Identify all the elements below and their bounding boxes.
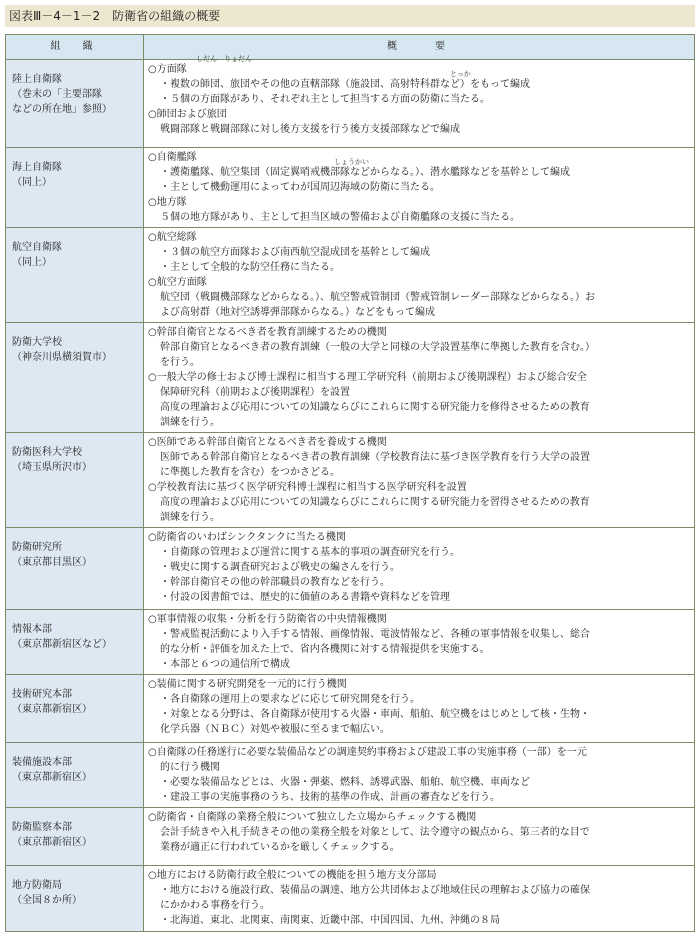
- organization-name: 陸上自衛隊: [12, 74, 62, 85]
- overview-line: [148, 107, 691, 122]
- overview-line: [148, 825, 691, 840]
- organization-cell: [6, 528, 144, 610]
- overview-text: ○航空方面隊: [148, 277, 207, 288]
- overview-line: [148, 450, 691, 465]
- organization-cell: [6, 228, 144, 323]
- overview-text: ○自衛艦隊: [148, 152, 197, 163]
- table-row: [6, 148, 695, 228]
- overview-text: ○地方隊: [148, 197, 187, 208]
- table-row: [6, 528, 695, 610]
- overview-line: [148, 180, 691, 195]
- organization-name: 技術研究本部: [12, 689, 72, 700]
- organization-name: 防衛医科大学校: [12, 447, 82, 458]
- overview-line: [148, 340, 691, 355]
- overview-text: ・自衛隊の管理および運営に関する基本的事項の調査研究を行う。: [160, 547, 460, 558]
- overview-text: 航空団（戦闘機部隊などからなる。）、航空警戒管制団（警戒管制レーダー部隊などからなる。）お: [160, 292, 595, 303]
- organization-name: 防衛監察本部: [12, 822, 72, 833]
- overview-text: 訓練を行う。: [160, 417, 220, 428]
- overview-cell: [144, 148, 695, 228]
- overview-line: [148, 290, 691, 305]
- organization-cell: [6, 808, 144, 866]
- overview-text: ・建設工事の実施事務のうち、技術的基準の作成、計画の審査などを行う。: [160, 792, 500, 803]
- overview-text: ・３個の航空方面隊および南西航空混成団を基幹として編成: [160, 247, 430, 258]
- organization-name: 防衛研究所: [12, 542, 62, 553]
- organization-name: 情報本部: [12, 624, 52, 635]
- overview-line: [148, 158, 691, 180]
- overview-line: [148, 790, 691, 805]
- overview-text: ・北海道、東北、北関東、南関東、近畿中部、中国四国、九州、沖縄の８局: [160, 915, 500, 926]
- overview-line: [148, 545, 691, 560]
- table-row: [6, 808, 695, 866]
- header-overview: 概 要: [144, 35, 695, 60]
- organization-location: （東京都目黒区）: [12, 557, 92, 568]
- organization-cell: [6, 610, 144, 675]
- overview-line: [148, 722, 691, 737]
- overview-line: [148, 868, 691, 883]
- overview-text: ○医師である幹部自衛官となるべき者を養成する機関: [148, 437, 387, 448]
- overview-text: ・必要な装備品などとは、火器・弾薬、燃料、誘導武器、船舶、航空機、車両など: [160, 777, 530, 788]
- overview-line: [148, 150, 691, 165]
- overview-line: [148, 325, 691, 340]
- overview-text: ○航空総隊: [148, 232, 197, 243]
- overview-line: [148, 707, 691, 722]
- overview-text: よび高射群（地対空誘導弾部隊からなる。）などをもって編成: [160, 307, 435, 318]
- overview-line: [148, 775, 691, 790]
- organization-cell: [6, 323, 144, 433]
- overview-line: [148, 400, 691, 415]
- organization-cell: [6, 675, 144, 743]
- overview-cell: [144, 55, 695, 148]
- overview-cell: [144, 228, 695, 323]
- table-row: [6, 610, 695, 675]
- table-row: [6, 743, 695, 808]
- overview-line: [148, 465, 691, 480]
- overview-text: ・警戒監視活動により入手する情報、画像情報、電波情報など、各種の軍事情報を収集し、総合: [160, 629, 590, 640]
- overview-text: 化学兵器（ＮＢＣ）対処や被服に至るまで幅広い。: [160, 724, 390, 735]
- organization-location: （東京都新宿区など）: [12, 639, 112, 650]
- organization-location: （巻末の「主要部隊: [12, 89, 102, 100]
- overview-text: ５個の地方隊があり、主として担当区域の警備および自衛艦隊の支援に当たる。: [160, 212, 520, 223]
- table-row: [6, 323, 695, 433]
- overview-line: [148, 810, 691, 825]
- organization-location: （同上）: [12, 257, 52, 268]
- table-row: [6, 675, 695, 743]
- overview-text: ○自衛隊の任務遂行に必要な装備品などの調達契約事務および建設工事の実施事務（一部）を一元: [148, 747, 587, 758]
- overview-text: ・本部と６つの通信所で構成: [160, 659, 290, 670]
- ruby-annotation: しょうかい: [334, 158, 369, 166]
- overview-line: [148, 575, 691, 590]
- overview-line: [148, 385, 691, 400]
- overview-text: ○一般大学の修士および博士課程に相当する理工学研究科（前期および後期課程）および総合安全: [148, 372, 587, 383]
- overview-line: [148, 92, 691, 107]
- overview-text: ○方面隊: [148, 64, 187, 75]
- overview-line: [148, 210, 691, 225]
- overview-text: ○幹部自衛官となるべき者を教育訓練するための機関: [148, 327, 387, 338]
- overview-line: [148, 305, 691, 320]
- overview-text: ○防衛省・自衛隊の業務全般について独立した立場からチェックする機関: [148, 812, 477, 823]
- table-row: [6, 433, 695, 528]
- table-row: [6, 228, 695, 323]
- organization-location: （東京都新宿区）: [12, 837, 92, 848]
- overview-text: ・主として機動運用によってわが国周辺海域の防衛に当たる。: [160, 182, 440, 193]
- overview-cell: [144, 675, 695, 743]
- overview-line: [148, 70, 691, 92]
- ruby-annotation: とっか: [450, 70, 471, 78]
- overview-cell: [144, 866, 695, 932]
- overview-line: [148, 530, 691, 545]
- overview-line: [148, 642, 691, 657]
- figure-title: 図表Ⅲ－4－1－2 防衛省の組織の概要: [5, 5, 695, 27]
- overview-text: 幹部自衛官となるべき者の教育訓練（一般の大学と同様の大学設置基準に準拠した教育を含む。）: [160, 342, 595, 353]
- organization-location: （同上）: [12, 177, 52, 188]
- overview-line: [148, 195, 691, 210]
- overview-line: [148, 275, 691, 290]
- overview-text: ○師団および旅団: [148, 109, 227, 120]
- table-row: [6, 60, 695, 148]
- organization-table: [5, 34, 695, 932]
- overview-line: [148, 55, 691, 77]
- overview-text: ・５個の方面隊があり、それぞれ主として担当する方面の防衛に当たる。: [160, 94, 490, 105]
- organization-name: 地方防衛局: [12, 880, 62, 891]
- overview-line: [148, 898, 691, 913]
- overview-line: [148, 355, 691, 370]
- overview-line: [148, 612, 691, 627]
- overview-text: 的な分析・評価を加えた上で、省内各機関に対する情報提供を実施する。: [160, 644, 490, 655]
- organization-location: （東京都新宿区）: [12, 772, 92, 783]
- overview-line: [148, 230, 691, 245]
- overview-text: ○地方における防衛行政全般についての機能を担う地方支分部局: [148, 870, 437, 881]
- overview-line: [148, 692, 691, 707]
- overview-text: ○防衛省のいわばシンクタンクに当たる機関: [148, 532, 346, 543]
- overview-line: [148, 415, 691, 430]
- overview-text: ・各自衛隊の運用上の要求などに応じて研究開発を行う。: [160, 694, 420, 705]
- overview-cell: [144, 528, 695, 610]
- overview-line: [148, 590, 691, 605]
- overview-text: 戦闘部隊と戦闘部隊に対し後方支援を行う後方支援部隊などで編成: [160, 124, 460, 135]
- overview-line: [148, 657, 691, 672]
- organization-location: （埼玉県所沢市）: [12, 462, 92, 473]
- overview-text: ・複数の師団、旅団やその他の直轄部隊（施設団、高射特科群など）をもって編成: [160, 79, 530, 90]
- overview-text: を行う。: [160, 357, 200, 368]
- overview-cell: [144, 610, 695, 675]
- overview-text: ・対象となる分野は、各自衛隊が使用する火器・車両、船舶、航空機をはじめとして核・生物・: [160, 709, 590, 720]
- table-header-row: [6, 35, 695, 60]
- overview-line: [148, 913, 691, 928]
- overview-line: [148, 495, 691, 510]
- overview-text: 保障研究科（前期および後期課程）を設置: [160, 387, 350, 398]
- overview-cell: [144, 743, 695, 808]
- overview-text: 訓練を行う。: [160, 512, 220, 523]
- table-row: [6, 866, 695, 932]
- overview-text: に準拠した教育を含む）をつかさどる。: [160, 467, 340, 478]
- organization-location: （全国８か所）: [12, 895, 82, 906]
- organization-location: （東京都新宿区）: [12, 704, 92, 715]
- organization-name: 防衛大学校: [12, 337, 62, 348]
- overview-cell: [144, 808, 695, 866]
- overview-line: [148, 122, 691, 137]
- overview-text: ・主として全般的な防空任務に当たる。: [160, 262, 340, 273]
- overview-line: [148, 370, 691, 385]
- overview-line: [148, 760, 691, 775]
- overview-text: 的に行う機関: [160, 762, 220, 773]
- overview-line: [148, 677, 691, 692]
- overview-text: 会計手続きや入札手続きその他の業務全般を対象として、法令遵守の観点から、第三者的な目で: [160, 827, 590, 838]
- overview-text: ○装備に関する研究開発を一元的に行う機関: [148, 679, 347, 690]
- overview-line: [148, 560, 691, 575]
- overview-line: [148, 435, 691, 450]
- overview-text: 高度の理論および応用についての知識ならびにこれらに関する研究能力を修得させるための教育: [160, 402, 590, 413]
- overview-text: ○学校教育法に基づく医学研究科博士課程に相当する医学研究科を設置: [148, 482, 467, 493]
- overview-text: にかかわる事務を行う。: [160, 900, 270, 911]
- header-organization: 組 織: [6, 35, 144, 60]
- overview-text: 業務が適正に行われているかを厳しくチェックする。: [160, 842, 400, 853]
- overview-line: [148, 883, 691, 898]
- organization-cell: [6, 743, 144, 808]
- organization-location: （神奈川県横須賀市）: [12, 352, 112, 363]
- ruby-annotation: しだん りょだん: [196, 55, 252, 63]
- overview-text: ・付設の図書館では、歴史的に価値のある書籍や資料などを管理: [160, 592, 450, 603]
- overview-line: [148, 510, 691, 525]
- organization-cell: [6, 60, 144, 148]
- overview-text: ・地方における施設行政、装備品の調達、地方公共団体および地域住民の理解および協力の確保: [160, 885, 590, 896]
- organization-cell: [6, 148, 144, 228]
- organization-name: 装備施設本部: [12, 757, 72, 768]
- organization-name: 航空自衛隊: [12, 242, 62, 253]
- overview-line: [148, 260, 691, 275]
- overview-text: ・幹部自衛官その他の幹部職員の教育などを行う。: [160, 577, 390, 588]
- overview-text: ・戦史に関する調査研究および戦史の編さんを行う。: [160, 562, 400, 573]
- overview-text: 高度の理論および応用についての知識ならびにこれらに関する研究能力を習得させるための教育: [160, 497, 590, 508]
- overview-line: [148, 480, 691, 495]
- overview-text: 医師である幹部自衛官となるべき者の教育訓練（学校教育法に基づき医学教育を行う大学の設置: [160, 452, 590, 463]
- overview-text: ・護衛艦隊、航空集団（固定翼哨戒機部隊などからなる。）、潜水艦隊などを基幹として編成: [160, 167, 570, 178]
- overview-line: [148, 627, 691, 642]
- overview-line: [148, 245, 691, 260]
- organization-cell: [6, 866, 144, 932]
- organization-name: 海上自衛隊: [12, 162, 62, 173]
- overview-line: [148, 745, 691, 760]
- organization-location: などの所在地」参照）: [12, 104, 112, 115]
- overview-line: [148, 840, 691, 855]
- overview-text: ○軍事情報の収集・分析を行う防衛省の中央情報機関: [148, 614, 387, 625]
- overview-cell: [144, 433, 695, 528]
- organization-cell: [6, 433, 144, 528]
- overview-cell: [144, 323, 695, 433]
